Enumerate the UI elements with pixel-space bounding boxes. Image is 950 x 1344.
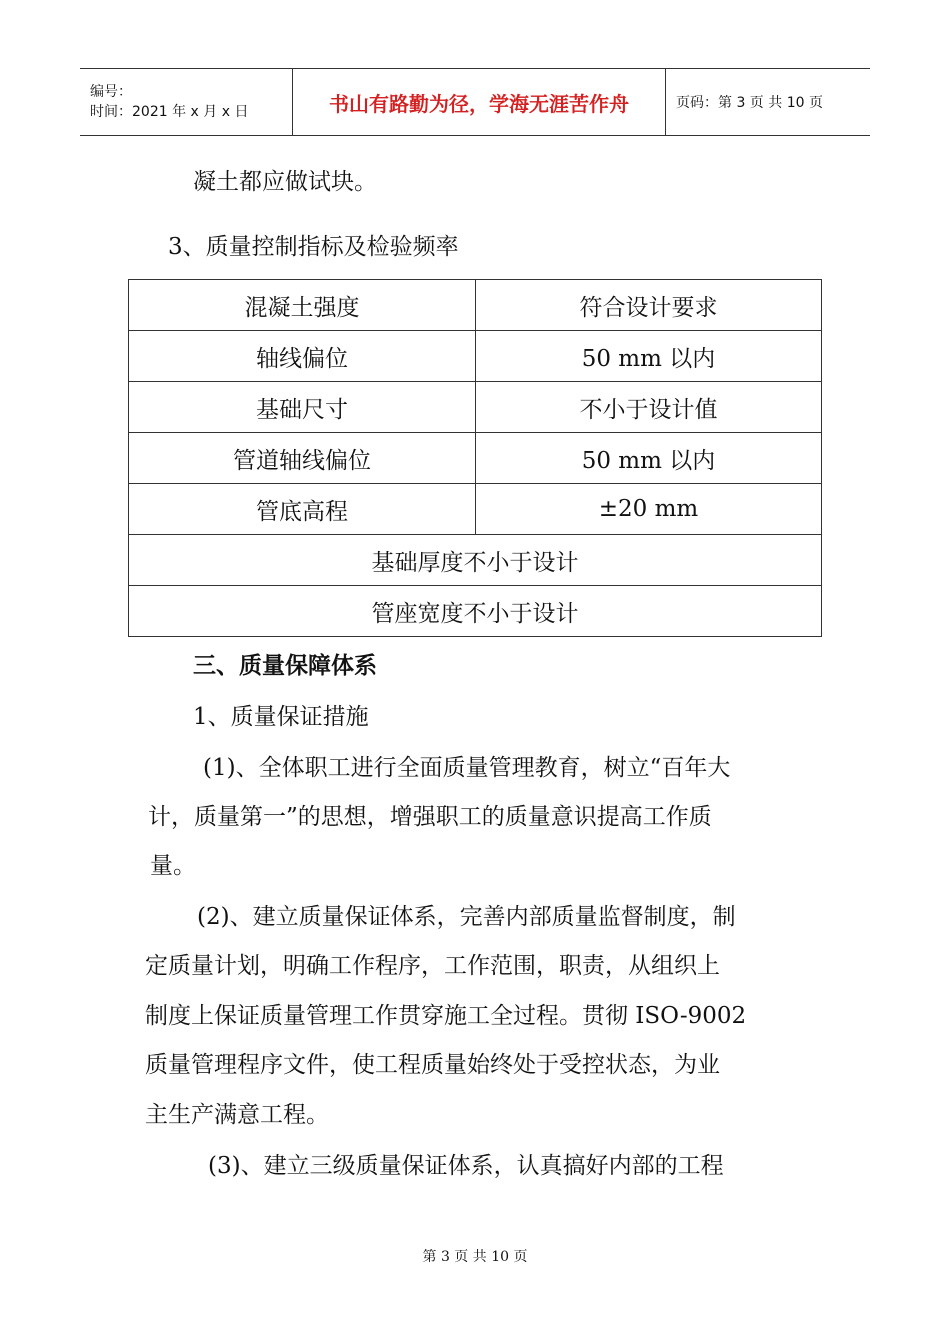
table-row [129,586,822,637]
paragraph-line: 计，质量第一”的思想，增强职工的质量意识提高工作质 [148,804,712,830]
table-cell: 轴线偏位 [129,331,476,382]
table-merged-cell: 基础厚度不小于设计 [129,535,822,586]
subsection-title: 1、质量保证措施 [193,704,369,730]
table-merged-cell: 管座宽度不小于设计 [129,586,822,637]
table-row [129,382,822,433]
table-cell: 基础尺寸 [129,382,476,433]
paragraph-line: (3)、建立三级质量保证体系，认真搞好内部的工程 [208,1153,724,1179]
number-label: 编号： [90,84,132,100]
table-cell: ±20 mm [476,484,822,535]
table-cell: 不小于设计值 [476,382,822,433]
paragraph-line: 定质量计划，明确工作程序，工作范围，职责，从组织上 [145,953,720,979]
paragraph-line: (1)、全体职工进行全面质量管理教育，树立“百年大 [203,755,731,781]
chapter-title: 三、质量保障体系 [193,652,377,679]
section-title: 3、质量控制指标及检验频率 [168,234,459,260]
table-cell: 符合设计要求 [476,280,822,331]
paragraph-line: 制度上保证质量管理工作贯穿施工全过程。贯彻 ISO-9002 [145,1003,747,1029]
table-cell: 管道轴线偏位 [129,433,476,484]
table-cell: 50 mm 以内 [476,433,822,484]
table-row [129,433,822,484]
table-row [129,484,822,535]
header-motto: 书山有路勤为径，学海无涯苦作舟 [293,69,666,136]
page-footer: 第 3 页 共 10 页 [422,1249,528,1265]
time-label: 时间：2021 年 x 月 x 日 [90,104,249,120]
quality-index-table [128,279,822,637]
continued-line: 凝土都应做试块。 [193,169,377,195]
table-cell: 混凝土强度 [129,280,476,331]
header-meta [80,69,293,136]
header-page-label: 页码：第 3 页 共 10 页 [666,69,871,136]
table-row [129,331,822,382]
paragraph-line: 量。 [150,853,196,879]
paragraph-line: 质量管理程序文件，使工程质量始终处于受控状态，为业 [145,1052,720,1078]
paragraph-line: 主生产满意工程。 [145,1102,329,1128]
table-row [129,535,822,586]
table-row [129,280,822,331]
table-cell: 管底高程 [129,484,476,535]
document-header [80,68,870,136]
table-cell: 50 mm 以内 [476,331,822,382]
paragraph-line: (2)、建立质量保证体系，完善内部质量监督制度，制 [197,904,736,930]
